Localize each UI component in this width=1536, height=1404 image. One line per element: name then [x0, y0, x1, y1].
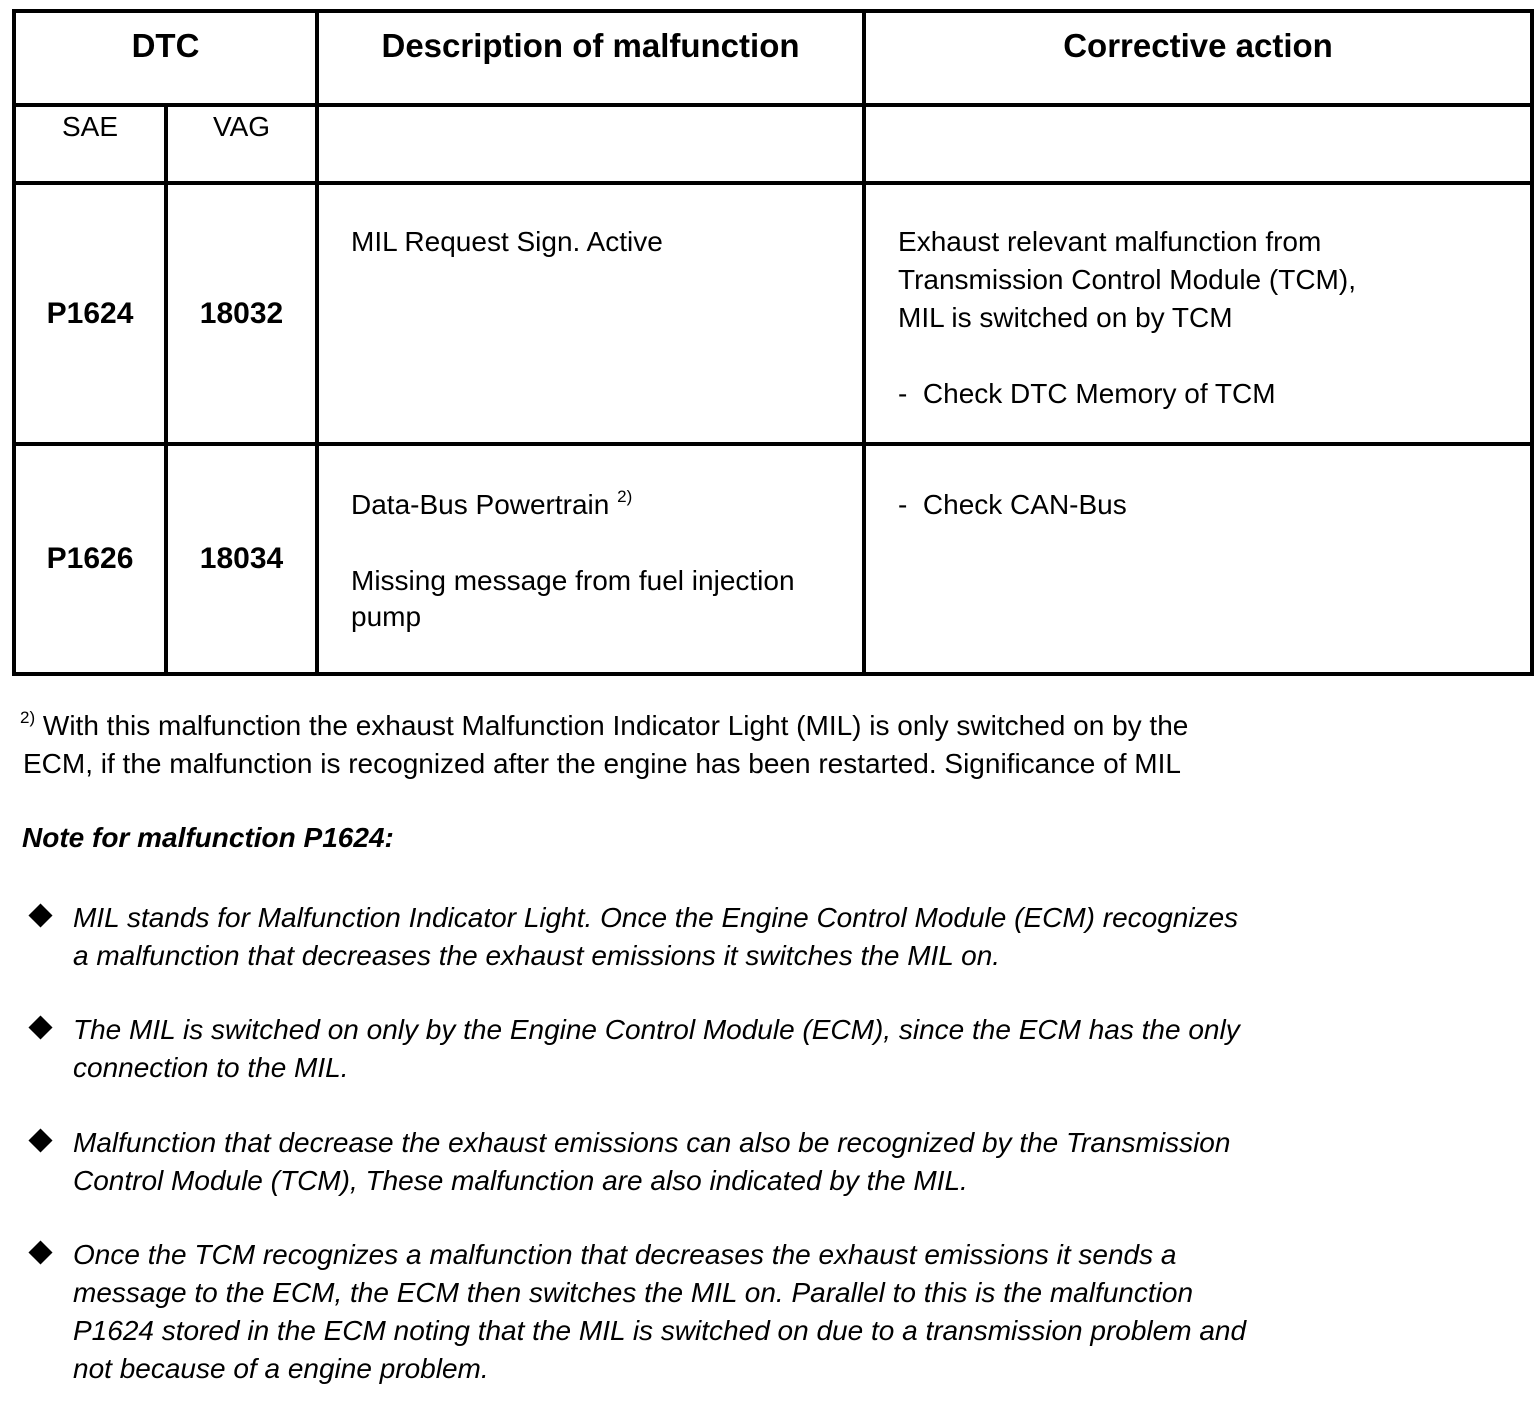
footnote-marker: 2) [20, 708, 36, 727]
subheader-empty-action [864, 105, 1532, 183]
diamond-bullet-icon [28, 1128, 52, 1152]
action-line: MIL is switched on by TCM [898, 302, 1233, 333]
table-header-row [14, 11, 1532, 105]
diamond-bullet-icon [28, 903, 52, 927]
footnote-line: ECM, if the malfunction is recognized after the engine has been restarted. Significance of MIL [23, 748, 1181, 779]
vag-code: 18032 [166, 183, 317, 444]
description-line: pump [351, 601, 422, 632]
header-vag: VAG [166, 105, 317, 183]
diamond-bullet-icon [28, 1240, 52, 1264]
list-item: The MIL is switched on only by the Engine Control Module (ECM), since the ECM has the only connection to the MIL. [28, 1011, 1348, 1087]
list-item: MIL stands for Malfunction Indicator Light. Once the Engine Control Module (ECM) recognizes a malfunction that decreases the exhaust emissions it switches the MIL on. [28, 899, 1348, 975]
footnote-marker: 2) [617, 487, 633, 506]
diamond-bullet-icon [28, 1015, 52, 1039]
subheader-empty-description [317, 105, 864, 183]
sae-code: P1624 [14, 183, 166, 444]
footnote [20, 707, 1320, 783]
action-check: - Check DTC Memory of TCM [898, 378, 1276, 409]
description-line: Missing message from fuel injection [351, 565, 795, 596]
list-item: Once the TCM recognizes a malfunction that decreases the exhaust emissions it sends a message to the ECM, the ECM then switches the MIL on. Parallel to this is the malfunction P1624 stored in the ECM noting that the MIL is switched on due to a transmission problem and not because of a engine problem. [28, 1236, 1348, 1388]
table-row [14, 183, 1532, 444]
footnote-line: $^{2)}$ With this malfunction the exhaust Malfunction Indicator Light (MIL) is only switched on by the [20, 708, 1189, 741]
action-line: Exhaust relevant malfunction from [898, 226, 1322, 257]
description-title: Data-Bus Powertrain $^{2)}$ [351, 487, 633, 520]
action-line: Transmission Control Module (TCM), [898, 264, 1356, 295]
table-subheader-row [14, 105, 1532, 183]
header-corrective-action: Corrective action [864, 11, 1532, 105]
corrective-action [864, 183, 1532, 444]
header-sae: SAE [14, 105, 166, 183]
sae-code: P1626 [14, 444, 166, 674]
malfunction-description [317, 444, 864, 674]
description-line: MIL Request Sign. Active [351, 226, 663, 257]
note-title: Note for malfunction P1624: [22, 822, 394, 853]
list-item: Malfunction that decrease the exhaust emissions can also be recognized by the Transmission Control Module (TCM), These malfunction are also indicated by the MIL. [28, 1124, 1348, 1200]
action-check: - Check CAN-Bus [898, 489, 1127, 520]
corrective-action [864, 444, 1532, 674]
dtc-table [12, 9, 1534, 676]
table-row [14, 444, 1532, 674]
header-description: Description of malfunction [317, 11, 864, 105]
vag-code: 18034 [166, 444, 317, 674]
malfunction-description [317, 183, 864, 444]
header-dtc: DTC [14, 11, 317, 105]
